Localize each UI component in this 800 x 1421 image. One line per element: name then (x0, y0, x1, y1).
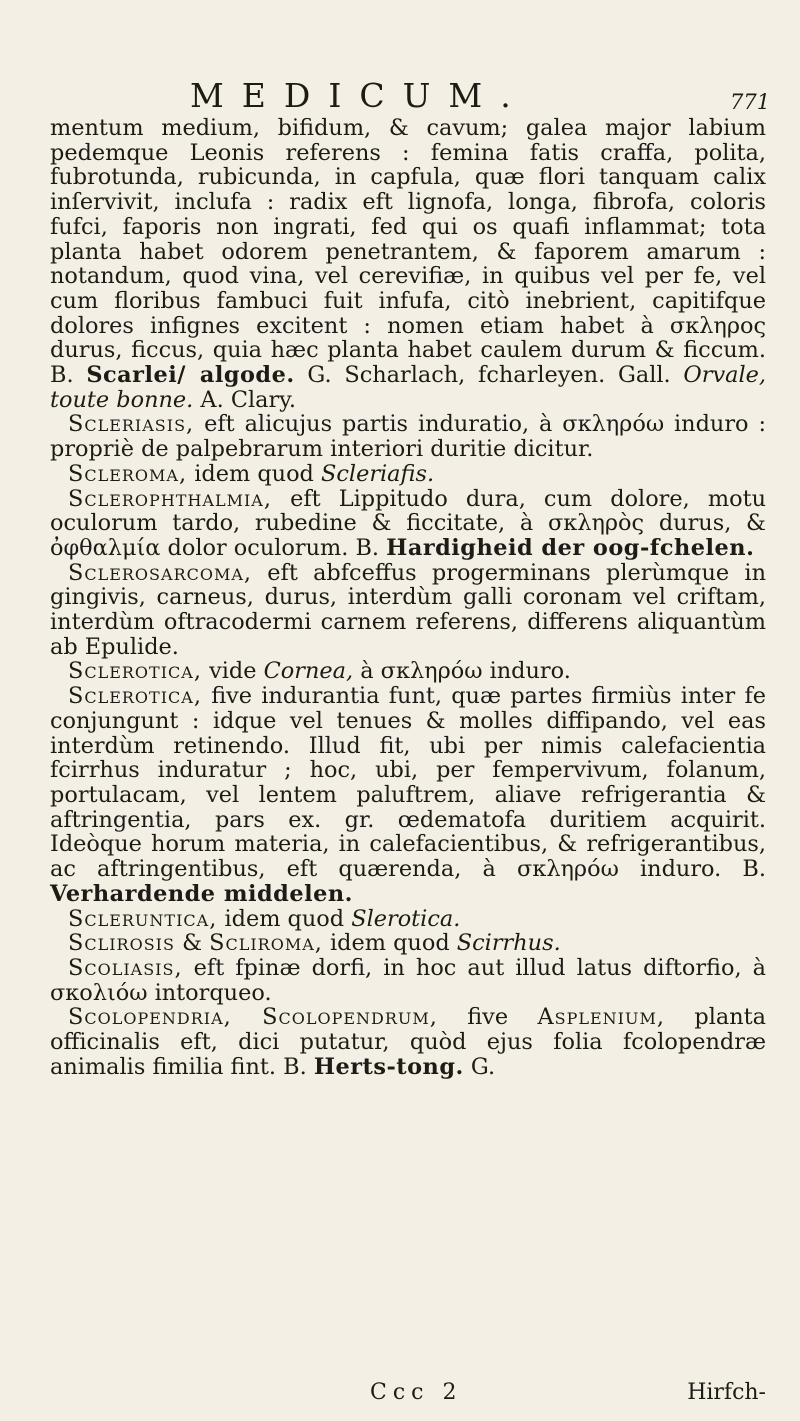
entry-headword: Sclirosis (68, 930, 175, 957)
catchword: Hirfch- (687, 1380, 766, 1405)
entry-scolopendria: Scolopendria, Scolopendrum, five Asplenium, planta officinalis eft, dici putatur, quòd ejus folia fcolopendræ animalis fimilia fint. B. Herts-tong. G. (50, 1004, 766, 1080)
page-number: 771 (730, 90, 771, 114)
entry-sclerosarcoma: Sclerosarcoma, eft abfceffus progerminans plerùmque in gingivis, carneus, durus, interdùm galli coronam vel criftam, interdùm oftracodermi carnem referens, differens aliquantùm ab Epulide. (50, 559, 766, 660)
entry-headword: Sclerophthalmia, (68, 485, 272, 512)
entry-headword: Asplenium, (537, 1004, 665, 1031)
entry-headword: Scolopendria, Scolopendrum, (68, 1004, 438, 1031)
entry-scleruntica: Scleruntica, idem quod Slerotica. (68, 905, 461, 932)
entry-headword: Sclerotica, (68, 683, 202, 710)
entry-headword: Scleroma, (68, 460, 188, 487)
vernacular-term: Hardigheid der oog-fchelen. (386, 534, 755, 561)
entry-scoliasis: Scoliasis, eft fpinæ dorfi, in hoc aut illud latus diftorfio, à σκολιόω intorqueo. (50, 954, 767, 1006)
entry-headword: Scleriasis, (68, 411, 195, 438)
entry-continuation: mentum medium, bifidum, & cavum; galea major labium pedemque Leonis referens : femina fatis craffa, polita, fubrotunda, rubicunda, in capfula, quæ flori tanquam calix inſervivit, inclufa : radix eft lignofa, longa, fibrofa, coloris fufci, faporis non ingrati, fed qui os quafi inflammat; tota planta habet odorem penetrantem, & faporem amarum : notandum, quod vina, vel cerevifiæ, in quibus vel per fe, vel cum floribus fambuci fuit infufa, citò inebrient, capitifque dolores infignes excitent : nomen etiam habet à σκληρος durus, ficcus, quia hæc planta habet caulem durum & ficcum. B. Scarlei/ algode. G. Scharlach, fcharleyen. Gall. Orvale, toute bonne. A. Clary. (50, 115, 766, 413)
entry-headword: Scoliasis, (68, 954, 183, 981)
vernacular-term: Herts-tong. (313, 1053, 464, 1080)
entry-scleroma: Scleroma, idem quod Scleriafis. (68, 460, 435, 487)
page-header (0, 62, 800, 114)
signature-mark: Ccc 2 (370, 1380, 463, 1405)
entry-headword: Sclerotica, (68, 658, 202, 685)
entry-sclerotica: Sclerotica, vide Cornea, à σκληρόω induro. (68, 658, 571, 685)
vernacular-term: Scarlei/ algode. (86, 362, 295, 389)
page-footer (50, 1380, 766, 1410)
entry-sclerophthalmia: Sclerophthalmia, eft Lippitudo dura, cum dolore, motu oculorum tardo, rubedine & ficcitate, à σκληρὸς durus, & ὀφθαλμία dolor oculorum. B. Hardigheid der oog-fchelen. (50, 485, 766, 561)
entry-sclirosis: Sclirosis & Scliroma, idem quod Scirrhus. (68, 930, 561, 957)
dictionary-column (50, 116, 766, 1079)
entry-scleriasis: Scleriasis, eft alicujus partis induratio, à σκληρόω induro : propriè de palpebrarum interiori duritie dicitur. (50, 411, 767, 463)
vernacular-term: Verhardende middelen. (50, 880, 353, 907)
entry-headword: Scliroma, (209, 930, 323, 957)
entry-sclerotica-indurantia: Sclerotica, five indurantia funt, quæ partes firmiùs inter fe conjungunt : idque vel tenues & molles diffipando, vel eas interdùm retinendo. Illud fit, ubi per nimis calefacientia fcirrhus induratur ; hoc, ubi, per fempervivum, folanum, portulacam, vel lentem paluftrem, aliave refrigerantia & aftringentia, pars ex. gr. œdematofa duritiem acquirit. Ideòque horum materia, in calefacientibus, & refrigerantibus, ac aftringentibus, eft quærenda, à σκληρόω induro. B. Verhardende middelen. (50, 683, 766, 907)
running-head: MEDICUM. (190, 76, 529, 115)
entry-headword: Scleruntica, (68, 905, 218, 932)
entry-headword: Sclerosarcoma, (68, 559, 253, 586)
